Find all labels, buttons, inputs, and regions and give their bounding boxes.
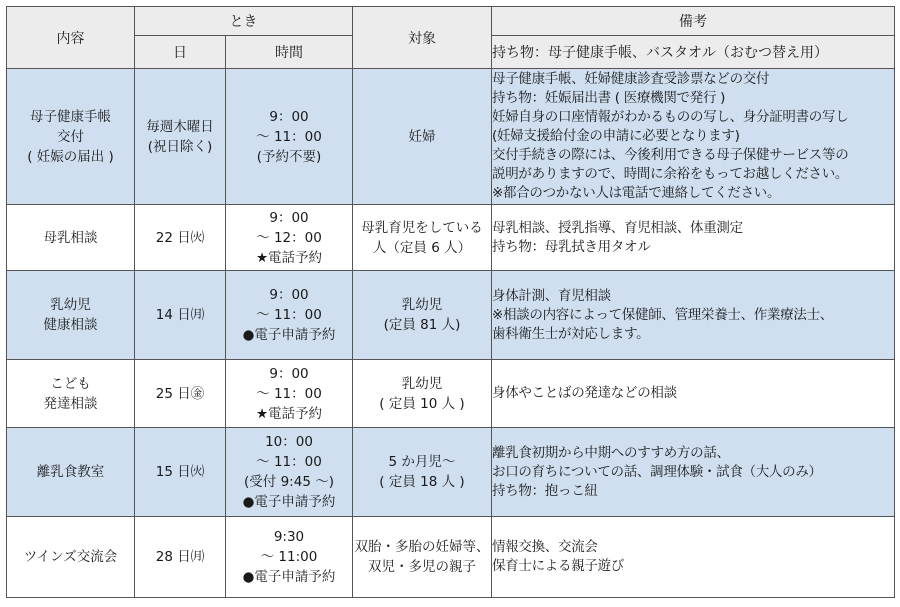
cell-taishou-line: 乳幼児: [401, 297, 443, 313]
cell-jikan: [226, 428, 353, 517]
cell-bikou-line: ※都合のつかない人は電話で連絡してください。: [492, 185, 781, 201]
cell-taishou: [353, 428, 492, 517]
cell-bikou-line: 保育士による親子遊び: [492, 558, 624, 574]
cell-bikou-line: 身体やことばの発達などの相談: [492, 385, 677, 401]
cell-jikan-line: 10：00: [265, 434, 313, 450]
header-jikan: 時間: [226, 36, 353, 69]
cell-bikou-line: (妊婦支援給付金の申請に必要となります): [492, 128, 740, 144]
cell-naiyou: [7, 271, 135, 360]
cell-jikan-line: (受付 9:45 ～): [244, 474, 334, 490]
cell-bikou-line: 母子健康手帳、妊婦健康診査受診票などの交付: [492, 71, 770, 87]
cell-naiyou: [7, 428, 135, 517]
cell-naiyou: [7, 360, 135, 428]
cell-bikou-line: 持ち物：妊娠届出書 ( 医療機関で発行 ): [492, 90, 726, 106]
cell-jikan-line: 9:30: [273, 529, 305, 545]
table-row: [7, 271, 895, 360]
cell-hi-line: 15 日㈫: [155, 464, 205, 480]
cell-taishou-line: 双胎・多胎の妊婦等、: [354, 539, 490, 555]
cell-taishou: [353, 360, 492, 428]
cell-hi: [135, 271, 226, 360]
cell-jikan-line: ～ 12：00: [256, 229, 322, 246]
table-row: [7, 205, 895, 271]
cell-hi: [135, 360, 226, 428]
cell-jikan: [226, 205, 353, 271]
cell-taishou-line: 母乳育児をしている: [361, 219, 483, 236]
cell-hi: [135, 517, 226, 598]
cell-jikan-line: ～ 11：00: [256, 454, 322, 470]
cell-jikan-line: ～ 11：00: [256, 307, 322, 323]
header-toki: とき: [135, 7, 353, 36]
cell-taishou-line: 乳幼児: [401, 375, 443, 392]
cell-bikou: [492, 360, 895, 428]
cell-hi-line: 毎週木曜日: [146, 118, 214, 135]
cell-hi-line: 25 日㊎: [155, 385, 205, 402]
cell-naiyou-line: ツインズ交流会: [23, 549, 118, 565]
cell-bikou: [492, 205, 895, 271]
cell-bikou: [492, 428, 895, 517]
cell-jikan-line: ～ 11:00: [260, 549, 318, 565]
table-row: [7, 69, 895, 205]
header-bikou: 備考: [492, 7, 895, 36]
cell-naiyou-line: 交付: [57, 128, 84, 145]
cell-bikou-line: 歯科衛生士が対応します。: [492, 325, 650, 342]
cell-naiyou-line: 母子健康手帳: [30, 108, 111, 125]
cell-bikou-line: 持ち物：母乳拭き用タオル: [492, 238, 651, 255]
cell-naiyou-line: 健康相談: [43, 317, 98, 333]
cell-hi-line: 22 日㈫: [155, 229, 205, 246]
cell-jikan-line: ●電子申請予約: [242, 569, 336, 585]
cell-naiyou-line: 発達相談: [43, 395, 98, 412]
header-naiyou: 内容: [7, 7, 135, 69]
cell-bikou-line: 説明がありますので、時間に余裕をもってお越しください。: [492, 166, 849, 182]
cell-bikou-line: 身体計測、育児相談: [492, 287, 611, 304]
cell-taishou-line: 双児・多児の親子: [368, 559, 476, 575]
cell-jikan: [226, 69, 353, 205]
cell-bikou: [492, 517, 895, 598]
cell-bikou-line: ※相談の内容によって保健師、管理栄養士、作業療法士、: [492, 306, 834, 323]
cell-taishou: [353, 69, 492, 205]
schedule-table: [6, 6, 895, 598]
cell-naiyou-line: ( 妊娠の届出 ): [27, 148, 114, 165]
schedule-body: [7, 69, 895, 598]
table-row: [7, 517, 895, 598]
header-hi: 日: [135, 36, 226, 69]
table-row: [7, 428, 895, 517]
cell-jikan-line: ●電子申請予約: [242, 327, 336, 343]
cell-bikou-line: 情報交換、交流会: [492, 539, 598, 555]
cell-jikan-line: 9：00: [269, 209, 309, 226]
cell-jikan: [226, 517, 353, 598]
cell-naiyou-line: 離乳食教室: [36, 464, 105, 480]
cell-bikou-line: 交付手続きの際には、今後利用できる母子保健サービス等の: [492, 147, 849, 163]
cell-taishou-line: 人（定員 6 人）: [372, 239, 472, 256]
cell-naiyou: [7, 69, 135, 205]
cell-naiyou-line: 母乳相談: [43, 229, 98, 246]
cell-bikou-line: お口の育ちについての話、調理体験・試食（大人のみ）: [492, 463, 822, 480]
cell-hi-line: (祝日除く): [147, 138, 213, 155]
cell-jikan: [226, 360, 353, 428]
cell-bikou: [492, 271, 895, 360]
cell-taishou: [353, 271, 492, 360]
cell-jikan-line: 9：00: [269, 108, 309, 125]
header-taishou: 対象: [353, 7, 492, 69]
cell-jikan-line: ～ 11：00: [256, 385, 322, 402]
table-row: [7, 360, 895, 428]
cell-jikan-line: ★電話予約: [255, 405, 323, 422]
cell-jikan-line: 9：00: [269, 365, 309, 382]
cell-jikan-line: ●電子申請予約: [242, 494, 336, 510]
cell-hi-line: 28 日㈪: [155, 549, 205, 565]
cell-taishou: [353, 205, 492, 271]
cell-jikan-line: ～ 11：00: [256, 128, 322, 145]
cell-bikou-line: 妊婦自身の口座情報がわかるものの写し、身分証明書の写し: [492, 109, 849, 125]
cell-bikou: [492, 69, 895, 205]
cell-jikan-line: ★電話予約: [255, 249, 323, 266]
cell-naiyou: [7, 205, 135, 271]
cell-taishou-line: 5 か月児～: [388, 454, 456, 470]
cell-jikan-line: (予約不要): [256, 148, 322, 165]
cell-taishou-line: ( 定員 10 人 ): [379, 395, 465, 412]
cell-bikou-line: 離乳食初期から中期へのすすめ方の話、: [492, 444, 730, 461]
cell-taishou-line: (定員 81 人): [383, 317, 461, 333]
cell-bikou-line: 持ち物：抱っこ紐: [492, 482, 598, 499]
cell-naiyou-line: こども: [50, 375, 91, 392]
cell-naiyou: [7, 517, 135, 598]
cell-hi: [135, 428, 226, 517]
cell-taishou: [353, 517, 492, 598]
cell-taishou-line: ( 定員 18 人 ): [379, 474, 465, 490]
cell-naiyou-line: 乳幼児: [50, 297, 91, 313]
cell-hi-line: 14 日㈪: [155, 307, 205, 323]
cell-jikan-line: 9：00: [269, 287, 309, 303]
cell-bikou-line: 母乳相談、授乳指導、育児相談、体重測定: [492, 219, 743, 236]
header-bikou-note: 持ち物：母子健康手帳、バスタオル（おむつ替え用）: [492, 36, 895, 69]
cell-taishou-line: 妊婦: [408, 128, 436, 145]
cell-hi: [135, 205, 226, 271]
cell-hi: [135, 69, 226, 205]
cell-jikan: [226, 271, 353, 360]
